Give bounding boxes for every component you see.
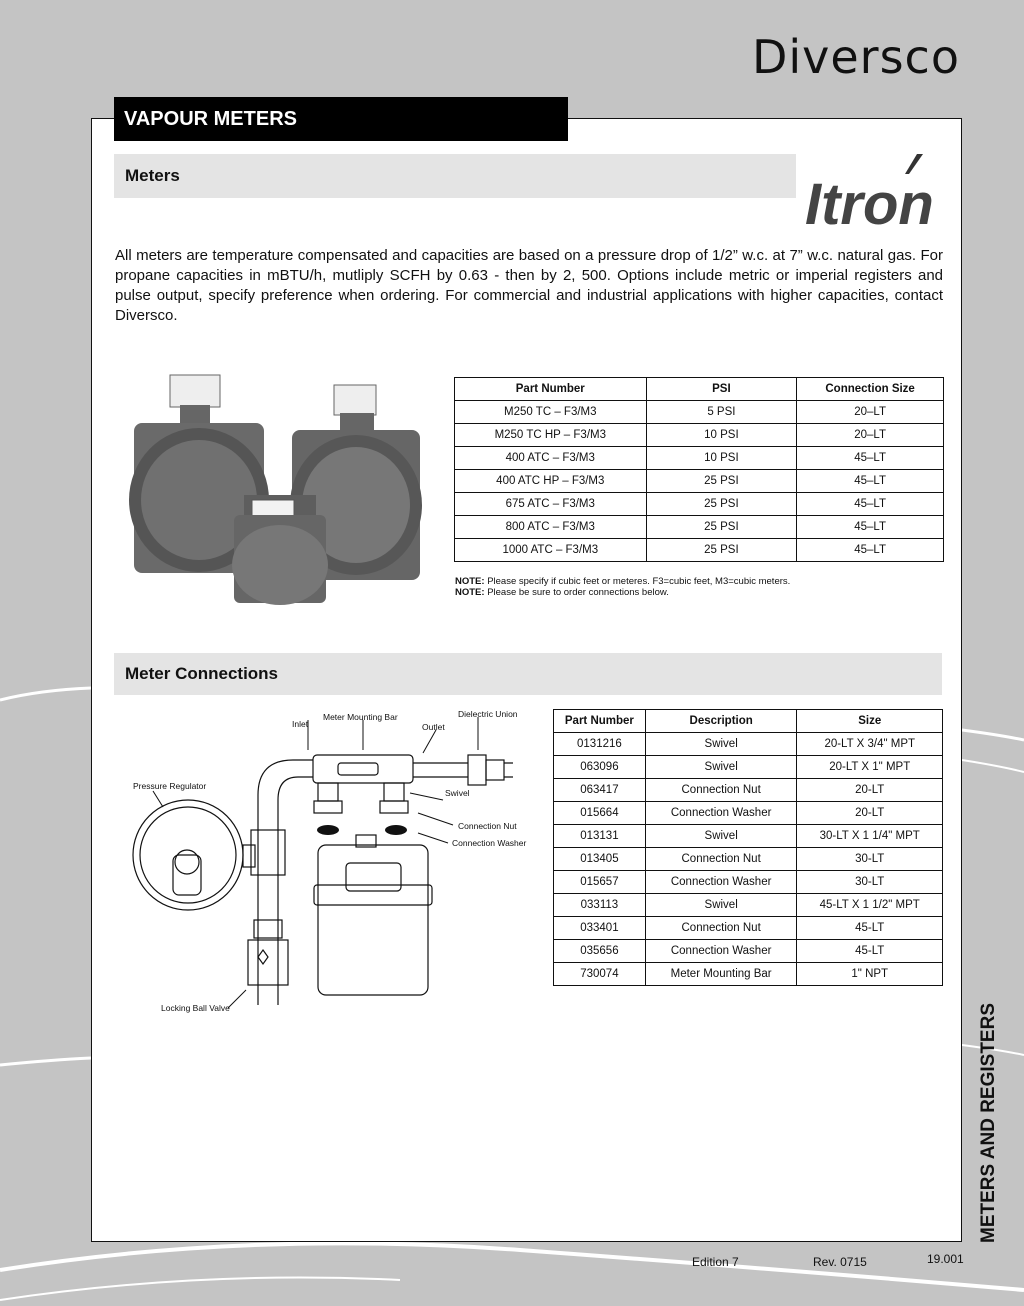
meter-connections-diagram [118, 705, 538, 1025]
cell-description: Swivel [645, 756, 797, 779]
cell-size: 45-LT [797, 917, 943, 940]
cell-size: 45-LT X 1 1/2" MPT [797, 894, 943, 917]
table-row [554, 802, 943, 825]
cell-psi: 25 PSI [646, 539, 797, 562]
gas-meters-image [122, 365, 422, 605]
header-description: Description [645, 710, 797, 733]
label-connection-washer: Connection Washer [452, 838, 527, 848]
cell-part-number: 800 ATC – F3/M3 [455, 516, 647, 539]
cell-size: 30-LT [797, 848, 943, 871]
cell-part-number: 015657 [554, 871, 646, 894]
cell-size: 20-LT X 1" MPT [797, 756, 943, 779]
cell-size: 20-LT X 3/4" MPT [797, 733, 943, 756]
cell-description: Swivel [645, 825, 797, 848]
cell-part-number: 033401 [554, 917, 646, 940]
cell-description: Meter Mounting Bar [645, 963, 797, 986]
table-header-row [455, 378, 944, 401]
cell-size: 20-LT [797, 779, 943, 802]
label-meter-mounting-bar: Meter Mounting Bar [323, 712, 398, 722]
cell-part-number: M250 TC HP – F3/M3 [455, 424, 647, 447]
note-label: NOTE: [455, 576, 485, 587]
side-tab-label: METERS AND REGISTERS [978, 1003, 999, 1243]
cell-description: Swivel [645, 733, 797, 756]
cell-psi: 5 PSI [646, 401, 797, 424]
cell-description: Connection Nut [645, 848, 797, 871]
note-text: Please specify if cubic feet or meteres. F3=cubic feet, M3=cubic meters. [487, 576, 791, 587]
label-outlet: Outlet [422, 722, 445, 732]
cell-part-number: 400 ATC – F3/M3 [455, 447, 647, 470]
cell-description: Connection Washer [645, 871, 797, 894]
cell-description: Connection Washer [645, 940, 797, 963]
cell-size: 30-LT [797, 871, 943, 894]
table-row [554, 894, 943, 917]
header-psi: PSI [646, 378, 797, 401]
cell-part-number: 730074 [554, 963, 646, 986]
table-row [455, 401, 944, 424]
label-pressure-regulator: Pressure Regulator [133, 781, 207, 791]
cell-part-number: 033113 [554, 894, 646, 917]
itron-logo-text: Itron [805, 172, 934, 228]
header-size: Size [797, 710, 943, 733]
meters-intro: All meters are temperature compensated and capacities are based on a pressure drop of 1/2” w.c. at 7” w.c. natural gas. For propane capacities in mBTU/h, mutliply SCFH by 0.63 - then by 2, 500. Options include metric or imperial registers and pulse output, specify preference when ordering. For commercial and industrial applications with higher capacities, contact Diversco. [115, 247, 943, 324]
meters-notes [455, 576, 790, 598]
header-part-number: Part Number [455, 378, 647, 401]
cell-description: Connection Washer [645, 802, 797, 825]
cell-connection-size: 45–LT [797, 539, 944, 562]
cell-connection-size: 45–LT [797, 493, 944, 516]
note-line [455, 587, 790, 598]
cell-part-number: M250 TC – F3/M3 [455, 401, 647, 424]
table-row [554, 871, 943, 894]
label-inlet: Inlet [292, 719, 309, 729]
table-row [554, 848, 943, 871]
table-row [554, 733, 943, 756]
label-swivel: Swivel [445, 788, 470, 798]
footer-revision: Rev. 0715 [813, 1255, 867, 1269]
table-row [455, 447, 944, 470]
footer-page-number: 19.001 [927, 1252, 964, 1266]
itron-logo [805, 154, 945, 228]
table-row [554, 917, 943, 940]
label-dielectric-union: Dielectric Union [458, 709, 518, 719]
cell-description: Connection Nut [645, 779, 797, 802]
cell-psi: 10 PSI [646, 424, 797, 447]
header-connection-size: Connection Size [797, 378, 944, 401]
cell-size: 30-LT X 1 1/4" MPT [797, 825, 943, 848]
table-row [554, 779, 943, 802]
cell-size: 20-LT [797, 802, 943, 825]
cell-part-number: 063096 [554, 756, 646, 779]
cell-connection-size: 45–LT [797, 516, 944, 539]
connections-table [553, 709, 943, 986]
cell-part-number: 063417 [554, 779, 646, 802]
cell-part-number: 013405 [554, 848, 646, 871]
note-text: Please be sure to order connections below. [487, 587, 669, 598]
table-row [455, 424, 944, 447]
note-label: NOTE: [455, 587, 485, 598]
table-row [554, 940, 943, 963]
meter-connections-heading: Meter Connections [114, 653, 942, 695]
table-row [455, 516, 944, 539]
cell-psi: 10 PSI [646, 447, 797, 470]
cell-part-number: 035656 [554, 940, 646, 963]
cell-part-number: 0131216 [554, 733, 646, 756]
cell-psi: 25 PSI [646, 516, 797, 539]
cell-connection-size: 20–LT [797, 401, 944, 424]
table-row [455, 539, 944, 562]
label-connection-nut: Connection Nut [458, 821, 517, 831]
cell-description: Swivel [645, 894, 797, 917]
note-line [455, 576, 790, 587]
cell-part-number: 675 ATC – F3/M3 [455, 493, 647, 516]
table-row [554, 756, 943, 779]
meters-heading: Meters [114, 154, 796, 198]
label-locking-ball-valve: Locking Ball Valve [161, 1003, 230, 1013]
cell-part-number: 015664 [554, 802, 646, 825]
brand-logo: Diversco [751, 30, 960, 84]
table-row [554, 825, 943, 848]
cell-part-number: 013131 [554, 825, 646, 848]
cell-part-number: 1000 ATC – F3/M3 [455, 539, 647, 562]
cell-size: 45-LT [797, 940, 943, 963]
cell-connection-size: 45–LT [797, 447, 944, 470]
meters-table [454, 377, 944, 562]
header-part-number: Part Number [554, 710, 646, 733]
table-row [455, 493, 944, 516]
cell-connection-size: 45–LT [797, 470, 944, 493]
table-row [554, 963, 943, 986]
footer-edition: Edition 7 [692, 1255, 739, 1269]
cell-psi: 25 PSI [646, 470, 797, 493]
cell-psi: 25 PSI [646, 493, 797, 516]
cell-description: Connection Nut [645, 917, 797, 940]
table-row [455, 470, 944, 493]
table-header-row [554, 710, 943, 733]
cell-size: 1" NPT [797, 963, 943, 986]
cell-connection-size: 20–LT [797, 424, 944, 447]
section-title: VAPOUR METERS [114, 97, 568, 141]
cell-part-number: 400 ATC HP – F3/M3 [455, 470, 647, 493]
